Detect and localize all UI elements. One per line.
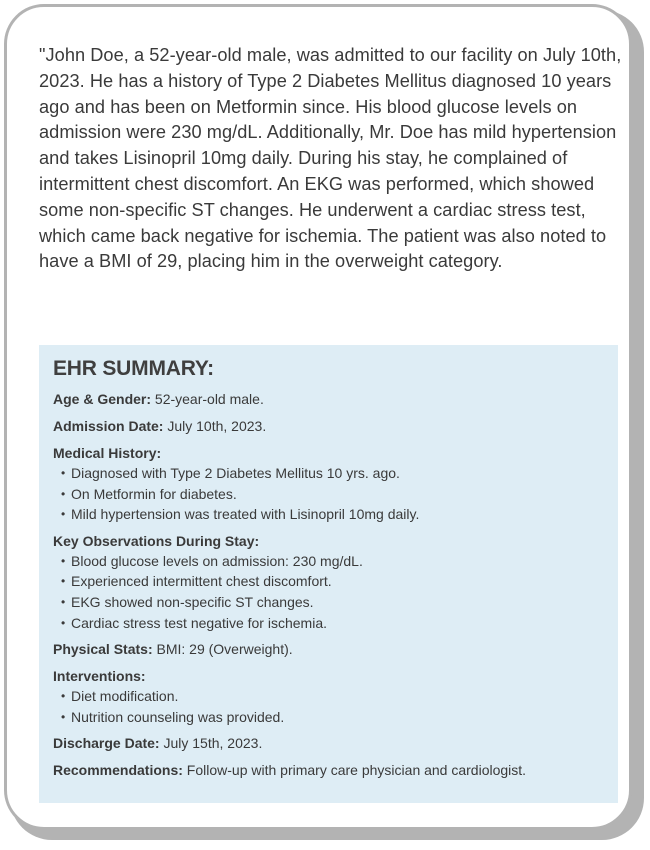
medical-history-label: Medical History: xyxy=(53,445,162,461)
ehr-summary-title: EHR SUMMARY: xyxy=(53,357,214,380)
admission-date-label: Admission Date: xyxy=(53,418,164,434)
list-item: • Diet modification. xyxy=(61,686,604,707)
admission-date-value: July 10th, 2023. xyxy=(163,418,267,434)
recommendations-row xyxy=(53,760,604,780)
key-observations-section xyxy=(53,531,604,633)
interventions-label: Interventions: xyxy=(53,668,146,685)
key-observations-list xyxy=(53,551,604,633)
document-card xyxy=(4,4,632,830)
age-gender-row xyxy=(53,389,604,409)
list-item: • Nutrition counseling was provided. xyxy=(61,707,604,728)
discharge-date-label: Discharge Date: xyxy=(53,735,160,752)
list-item: • On Metformin for diabetes. xyxy=(61,484,604,505)
physical-stats-row xyxy=(53,639,604,659)
list-item: • Experienced intermittent chest discomfort. xyxy=(61,571,604,592)
medical-history-list xyxy=(53,463,604,525)
physical-stats-label: Physical Stats: xyxy=(53,641,153,658)
interventions-section xyxy=(53,666,604,727)
list-item: • Cardiac stress test negative for ischemia. xyxy=(61,613,604,634)
age-gender-value: 52-year-old male. xyxy=(151,391,264,407)
recommendations-label: Recommendations: xyxy=(53,762,183,779)
ehr-summary-panel xyxy=(39,345,618,803)
list-item: • Blood glucose levels on admission: 230 mg/dL. xyxy=(61,551,604,572)
interventions-list xyxy=(53,686,604,727)
recommendations-value: Follow-up with primary care physician and cardiologist. xyxy=(182,762,527,779)
admission-date-row xyxy=(53,416,604,436)
physical-stats-value: BMI: 29 (Overweight). xyxy=(152,641,293,658)
list-item: • Diagnosed with Type 2 Diabetes Mellitus 10 yrs. ago. xyxy=(61,463,604,484)
discharge-date-row xyxy=(53,733,604,753)
discharge-date-value: July 15th, 2023. xyxy=(159,735,263,752)
key-observations-label: Key Observations During Stay: xyxy=(53,532,260,549)
clinical-narrative: "John Doe, a 52-year-old male, was admitted to our facility on July 10th, 2023. He has a history of Type 2 Diabetes Mellitus diagnosed 10 years ago and has been on Metformin since. His blood glucose levels on admission were 230 mg/dL. Additionally, Mr. Doe has mild hypertension and takes Lisinopril 10mg daily. During his stay, he complained of intermittent chest discomfort. An EKG was performed, which showed some non-specific ST changes. He underwent a cardiac stress test, which came back negative for ischemia. The patient was also noted to have a BMI of 29, placing him in the overweight category. xyxy=(39,45,622,272)
list-item: • EKG showed non-specific ST changes. xyxy=(61,592,604,613)
medical-history-section xyxy=(53,443,604,525)
list-item: • Mild hypertension was treated with Lisinopril 10mg daily. xyxy=(61,504,604,525)
age-gender-label: Age & Gender: xyxy=(53,391,152,407)
